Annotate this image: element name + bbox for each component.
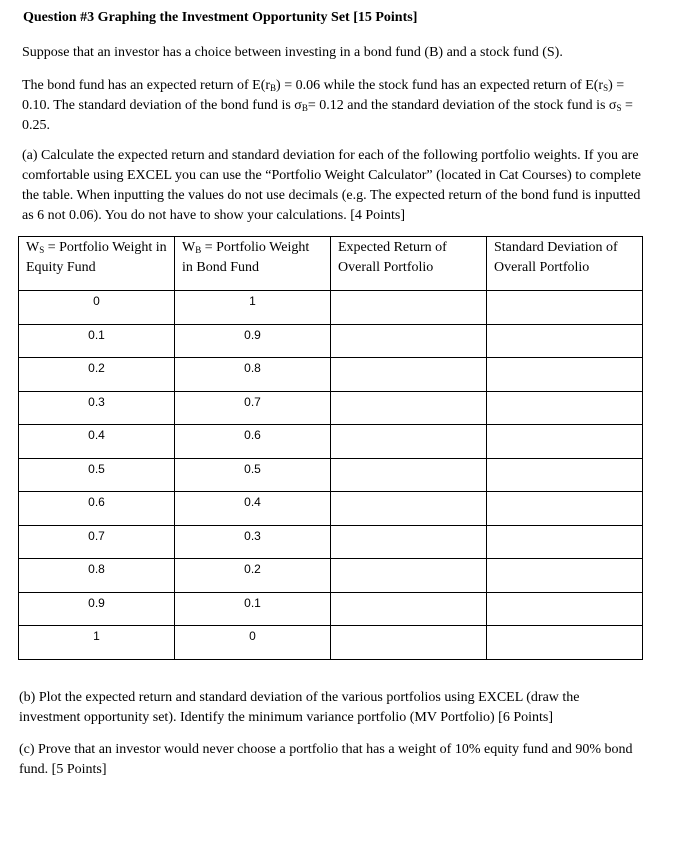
table-row — [19, 391, 643, 425]
cell-wb: 0.9 — [175, 324, 331, 358]
cell-ws: 0.3 — [19, 391, 175, 425]
table-row — [19, 358, 643, 392]
cell-wb: 0.3 — [175, 525, 331, 559]
cell-expected-return[interactable] — [331, 525, 487, 559]
cell-wb: 0.7 — [175, 391, 331, 425]
cell-expected-return[interactable] — [331, 324, 487, 358]
given-paragraph: The bond fund has an expected return of $E(r_B) = 0.06$ while the stock fund has an expected return of $E(r_S) = 0.10$. The standard deviation of the bond fund is $\sigma_B= 0.12$ and the standard deviation of the stock fund is $\sigma_S = 0.25$. — [22, 78, 633, 133]
question-title: Question #3 Graphing the Investment Opportunity Set [15 Points] — [23, 10, 418, 25]
cell-wb: 0.8 — [175, 358, 331, 392]
cell-ws: 0.4 — [19, 425, 175, 459]
cell-wb: 0.6 — [175, 425, 331, 459]
table-row — [19, 324, 643, 358]
cell-wb: 0 — [175, 626, 331, 660]
table-header-row — [19, 237, 643, 291]
cell-std-dev[interactable] — [487, 425, 643, 459]
cell-expected-return[interactable] — [331, 291, 487, 325]
table-row — [19, 425, 643, 459]
header-expected-return: Expected Return of Overall Portfolio — [331, 237, 487, 291]
cell-ws: 0.7 — [19, 525, 175, 559]
cell-expected-return[interactable] — [331, 559, 487, 593]
cell-ws: 0.1 — [19, 324, 175, 358]
cell-expected-return[interactable] — [331, 592, 487, 626]
header-ws: $W_S$ = Portfolio Weight in Equity Fund — [19, 237, 175, 291]
header-wb: $W_B$ = Portfolio Weight in Bond Fund — [175, 237, 331, 291]
cell-std-dev[interactable] — [487, 358, 643, 392]
cell-ws: 0.8 — [19, 559, 175, 593]
portfolio-table — [18, 236, 643, 660]
table-row — [19, 458, 643, 492]
part-b-paragraph: (b) Plot the expected return and standard deviation of the various portfolios using EXCEL (draw the investment opportunity set). Identify the minimum variance portfolio (MV Portfolio) [6 Points] — [19, 690, 580, 725]
cell-std-dev[interactable] — [487, 391, 643, 425]
cell-expected-return[interactable] — [331, 492, 487, 526]
part-c-paragraph: (c) Prove that an investor would never choose a portfolio that has a weight of 10% equity fund and 90% bond fund. [5 Points] — [19, 742, 633, 777]
table-row — [19, 626, 643, 660]
cell-std-dev[interactable] — [487, 324, 643, 358]
cell-expected-return[interactable] — [331, 358, 487, 392]
cell-ws: 0.2 — [19, 358, 175, 392]
cell-ws: 0.9 — [19, 592, 175, 626]
cell-std-dev[interactable] — [487, 626, 643, 660]
table-row — [19, 559, 643, 593]
table-row — [19, 492, 643, 526]
cell-ws: 0.6 — [19, 492, 175, 526]
cell-expected-return[interactable] — [331, 458, 487, 492]
table-row — [19, 291, 643, 325]
cell-std-dev[interactable] — [487, 525, 643, 559]
cell-ws: 0 — [19, 291, 175, 325]
table-row — [19, 525, 643, 559]
table-row — [19, 592, 643, 626]
cell-std-dev[interactable] — [487, 592, 643, 626]
cell-wb: 0.1 — [175, 592, 331, 626]
cell-expected-return[interactable] — [331, 425, 487, 459]
cell-expected-return[interactable] — [331, 391, 487, 425]
cell-ws: 1 — [19, 626, 175, 660]
part-a-paragraph: (a) Calculate the expected return and standard deviation for each of the following portfolio weights. If you are comfortable using EXCEL you can use the “Portfolio Weight Calculator” (located in Cat Courses) to complete the table. When inputting the values do not use decimals (e.g. The expected return of the bond fund is inputted as 6 not 0.06). You do not have to show your calculations. [4 Points] — [22, 148, 641, 223]
cell-expected-return[interactable] — [331, 626, 487, 660]
cell-wb: 0.2 — [175, 559, 331, 593]
cell-ws: 0.5 — [19, 458, 175, 492]
cell-wb: 1 — [175, 291, 331, 325]
intro-paragraph: Suppose that an investor has a choice between investing in a bond fund (B) and a stock fund (S). — [22, 45, 563, 60]
cell-wb: 0.5 — [175, 458, 331, 492]
cell-std-dev[interactable] — [487, 492, 643, 526]
cell-std-dev[interactable] — [487, 559, 643, 593]
header-std-dev: Standard Deviation of Overall Portfolio — [487, 237, 643, 291]
cell-std-dev[interactable] — [487, 458, 643, 492]
cell-std-dev[interactable] — [487, 291, 643, 325]
cell-wb: 0.4 — [175, 492, 331, 526]
